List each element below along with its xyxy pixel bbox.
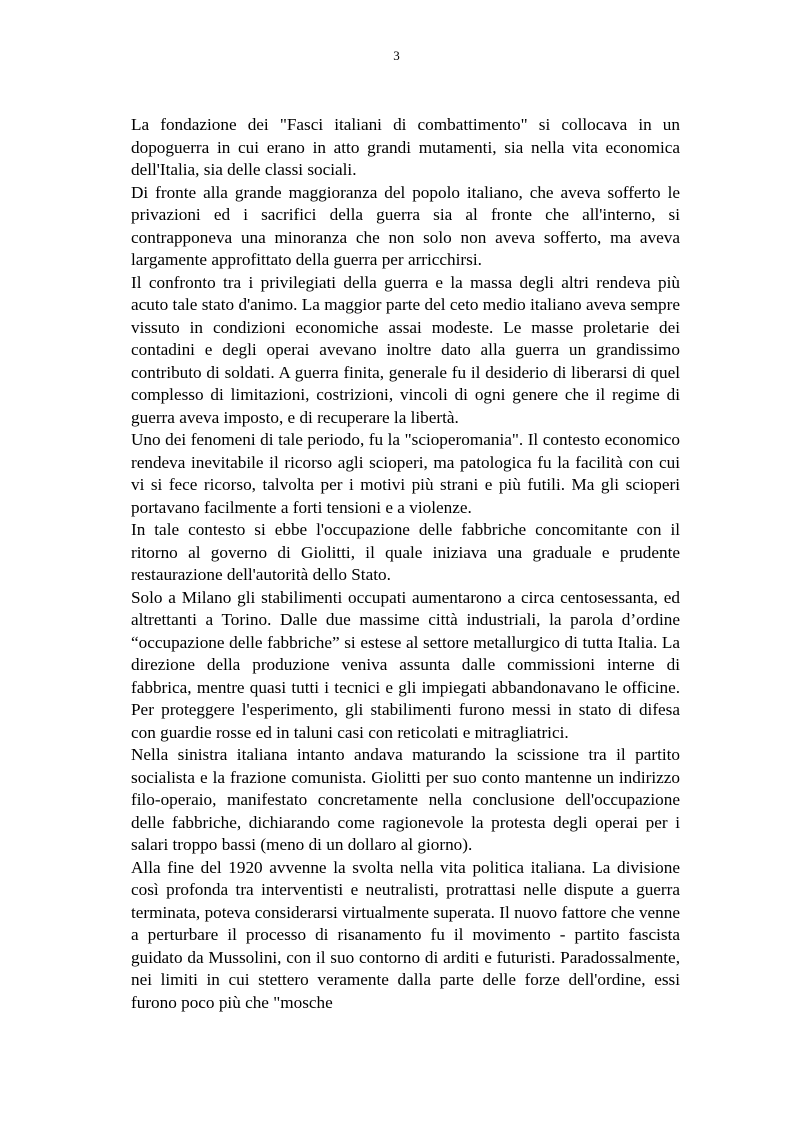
paragraph: Uno dei fenomeni di tale periodo, fu la "scioperomania". Il contesto economico rendeva inevitabile il ricorso agli scioperi, ma patologica fu la facilità con cui vi si fece ricorso, talvolta per i motivi più strani e più futili. Ma gli scioperi portavano facilmente a forti tensioni e a violenze. — [131, 430, 680, 517]
paragraph: In tale contesto si ebbe l'occupazione delle fabbriche concomitante con il ritorno al governo di Giolitti, il quale iniziava una graduale e prudente restaurazione dell'autorità dello Stato. — [131, 520, 680, 584]
page-number: 3 — [393, 48, 400, 63]
paragraph: Nella sinistra italiana intanto andava maturando la scissione tra il partito socialista e la frazione comunista. Giolitti per suo conto mantenne un indirizzo filo-operaio, manifestato concretamente nella conclusione dell'occupazione delle fabbriche, dichiarando come ragionevole la protesta degli operai per i salari troppo bassi (meno di un dollaro al giorno). — [131, 745, 680, 854]
paragraph: Solo a Milano gli stabilimenti occupati aumentarono a circa centosessanta, ed altrettanti a Torino. Dalle due massime città industriali, la parola d’ordine “occupazione delle fabbriche” si estese al settore metallurgico di tutta Italia. La direzione della produzione veniva assunta dalle commissioni interne di fabbrica, mentre quasi tutti i tecnici e gli impiegati abbandonavano le officine. Per proteggere l'esperimento, gli stabilimenti furono messi in stato di difesa con guardie rosse ed in taluni casi con reticolati e mitragliatrici. — [131, 587, 680, 742]
paragraph: Alla fine del 1920 avvenne la svolta nella vita politica italiana. La divisione così profonda tra interventisti e neutralisti, protrattasi nelle dispute a guerra terminata, poteva considerarsi virtualmente superata. Il nuovo fattore che venne a perturbare il processo di risanamento fu il movimento - partito fascista guidato da Mussolini, con il suo contorno di arditi e futuristi. Paradossalmente, nei limiti in cui stettero veramente dalla parte delle forze dell'ordine, essi furono poco più che "mosche — [131, 857, 680, 1012]
paragraph: Di fronte alla grande maggioranza del popolo italiano, che aveva sofferto le privazioni ed i sacrifici della guerra sia al fronte che all'interno, si contrapponeva una minoranza che non solo non aveva sofferto, ma aveva largamente approfittato della guerra per arricchirsi. — [131, 182, 680, 269]
paragraph: La fondazione dei "Fasci italiani di combattimento" si collocava in un dopoguerra in cui erano in atto grandi mutamenti, sia nella vita economica dell'Italia, sia delle classi sociali. — [131, 115, 680, 179]
paragraph: Il confronto tra i privilegiati della guerra e la massa degli altri rendeva più acuto tale stato d'animo. La maggior parte del ceto medio italiano aveva sempre vissuto in condizioni economiche assai modeste. Le masse proletarie dei contadini e degli operai avevano inoltre dato alla guerra un grandissimo contributo di soldati. A guerra finita, generale fu il desiderio di liberarsi di quel complesso di limitazioni, costrizioni, vincoli di ogni genere che il regime di guerra aveva imposto, e di recuperare la libertà. — [131, 272, 680, 427]
body-text — [131, 114, 680, 1014]
